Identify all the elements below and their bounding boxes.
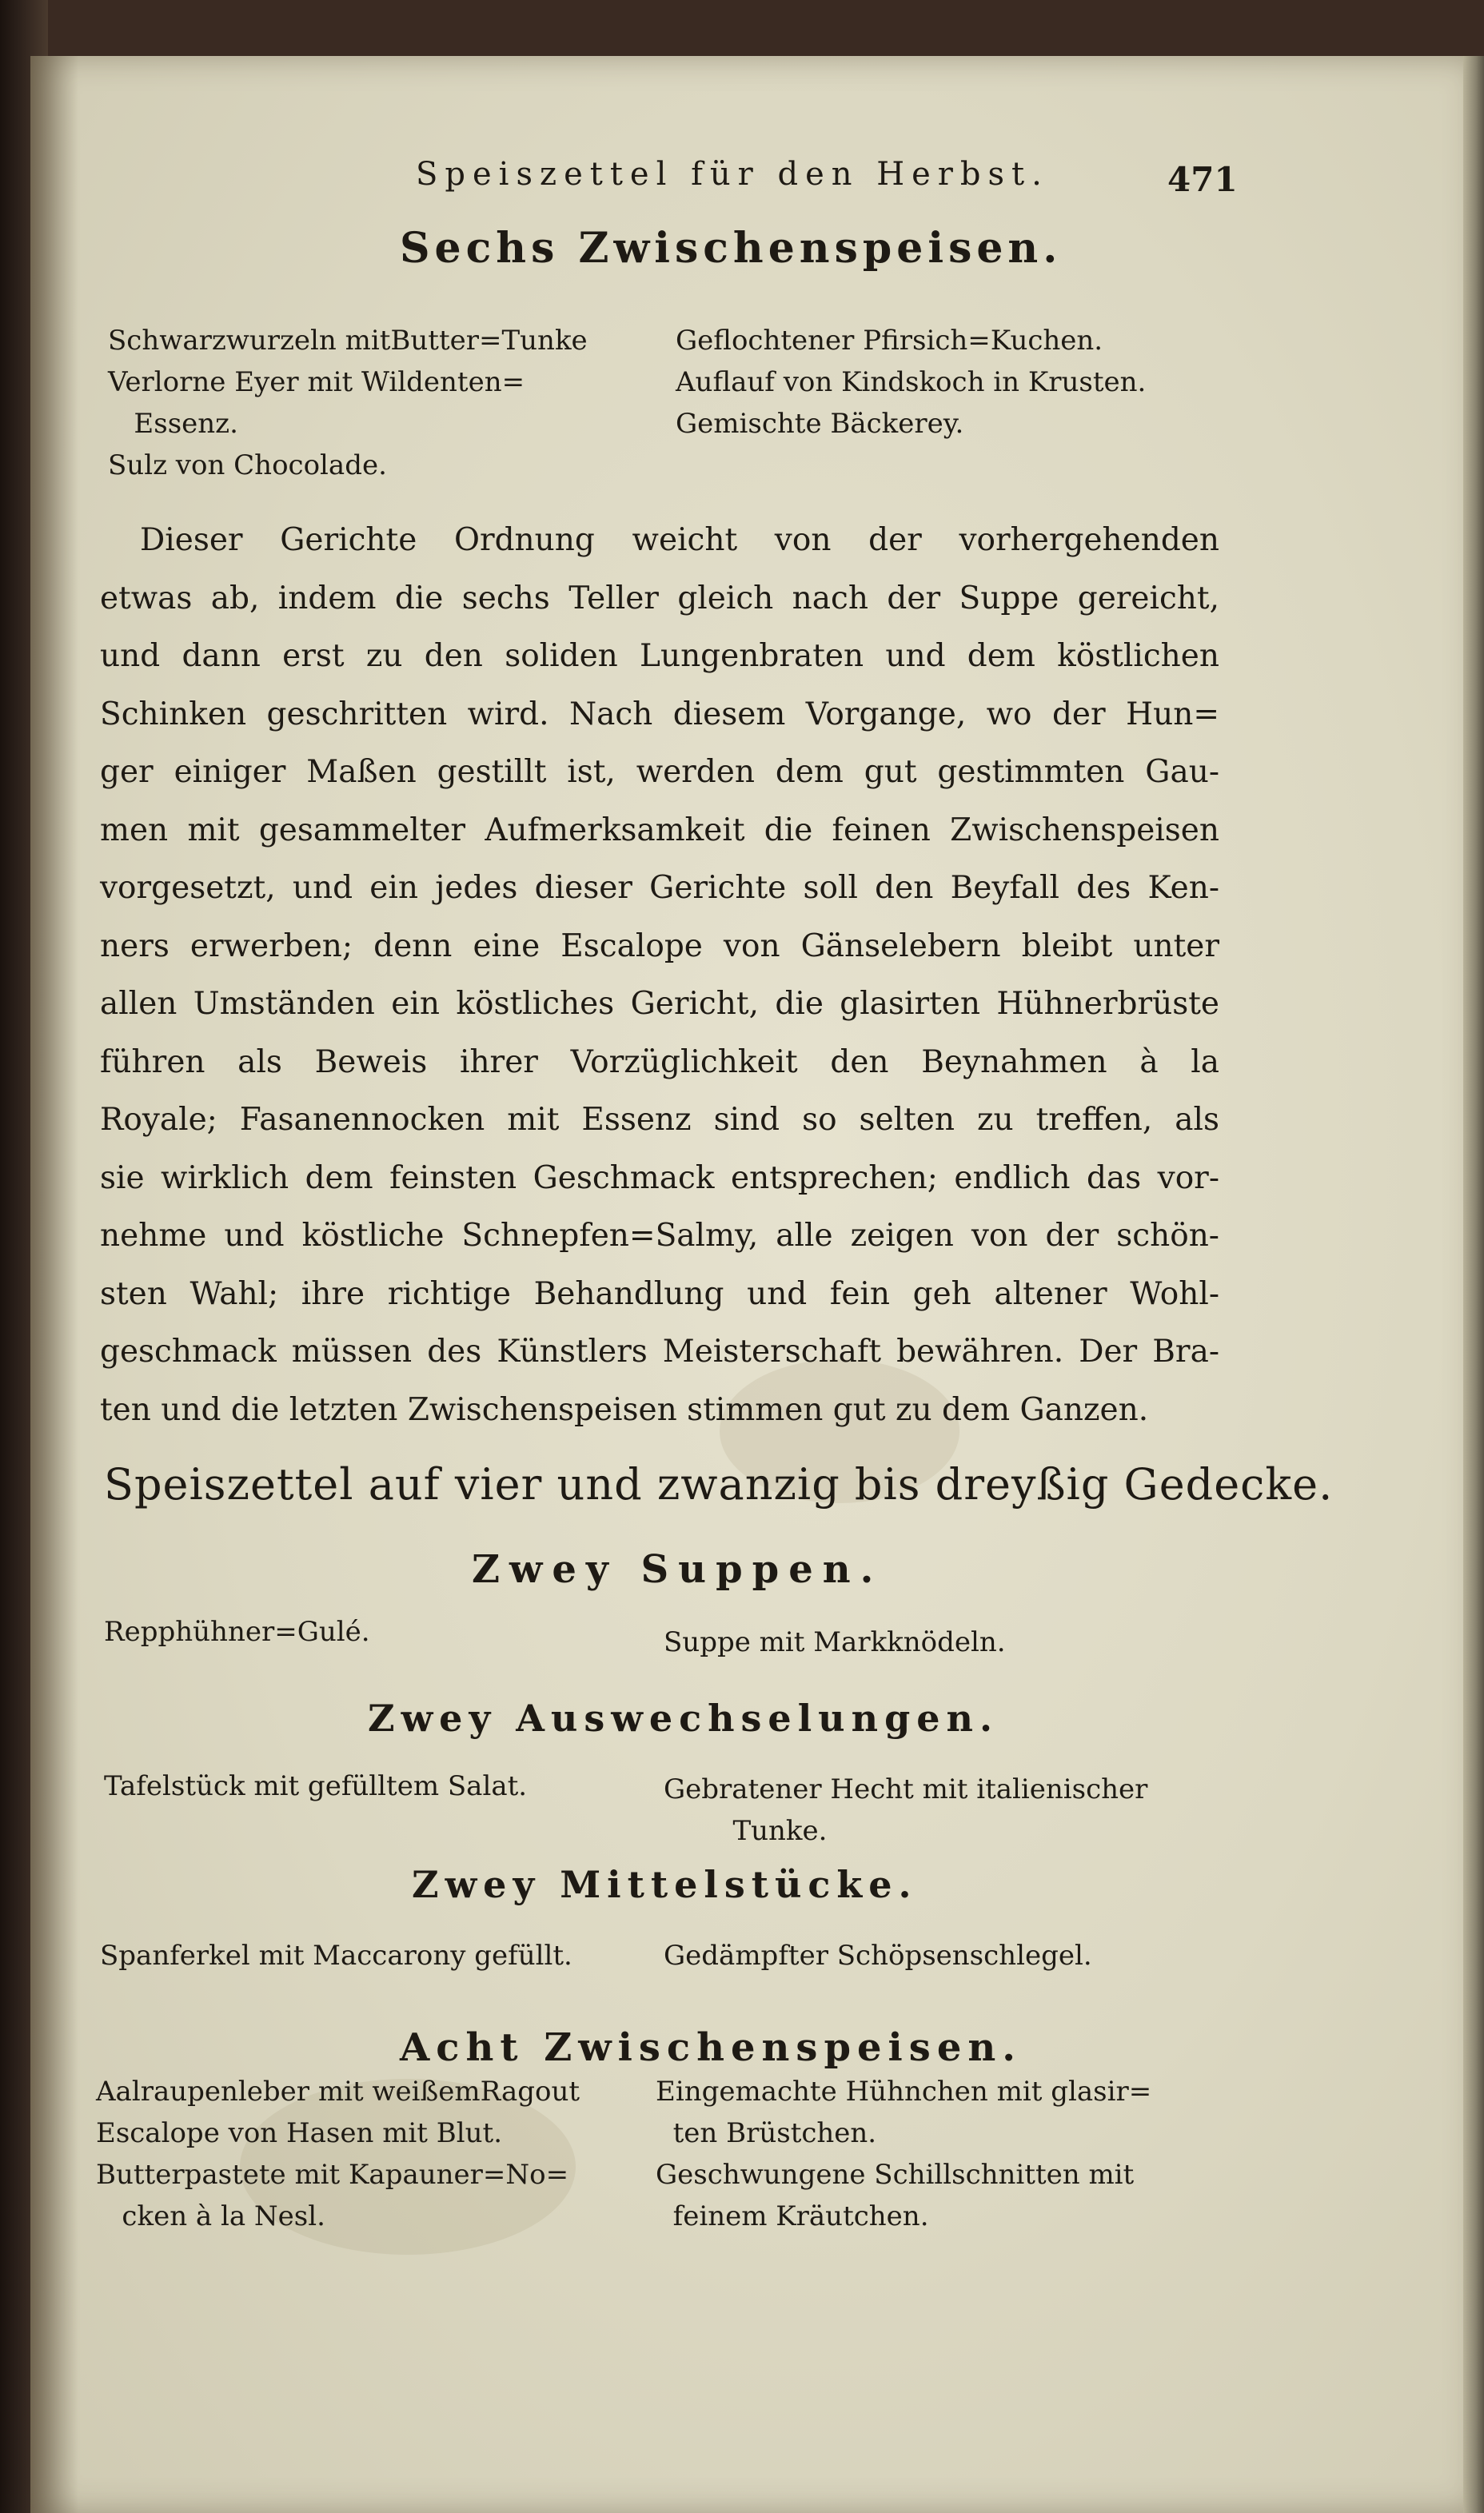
page-number: 471 bbox=[1167, 160, 1238, 199]
centerpieces-right-column bbox=[664, 1935, 1092, 1976]
menu-item: ten Brüstchen. bbox=[656, 2117, 877, 2149]
menu-item: Gebratener Hecht mit italienischer bbox=[664, 1773, 1148, 1805]
body-line: Royale; Fasanennocken mit Essenz sind so selten zu treffen, als bbox=[100, 1102, 1219, 1138]
body-line: sie wirklich dem feinsten Geschmack entsprechen; endlich das vor- bbox=[100, 1159, 1219, 1196]
running-head: Speiszettel für den Herbst. bbox=[416, 156, 1049, 193]
body-line: sten Wahl; ihre richtige Behandlung und fein geh altener Wohl- bbox=[100, 1275, 1219, 1312]
menu-item: Auflauf von Kindskoch in Krusten. bbox=[676, 366, 1147, 398]
menu-item: Butterpastete mit Kapauner=No= bbox=[96, 2159, 569, 2191]
menu-item: Tafelstück mit gefülltem Salat. bbox=[104, 1770, 528, 1802]
heading-two-changes: Zwey Auswechselungen. bbox=[368, 1697, 999, 1740]
body-line: ten und die letzten Zwischenspeisen stimmen gut zu dem Ganzen. bbox=[100, 1391, 1149, 1428]
heading-two-soups: Zwey Suppen. bbox=[472, 1547, 884, 1592]
body-line: men mit gesammelter Aufmerksamkeit die feinen Zwischenspeisen bbox=[100, 812, 1219, 848]
page-gutter-shadow bbox=[30, 56, 78, 2513]
menu-item: Sulz von Chocolade. bbox=[108, 449, 387, 481]
heading-eight-entremets: Acht Zwischenspeisen. bbox=[400, 2025, 1022, 2070]
body-line: ners erwerben; denn eine Escalope von Gänselebern bleibt unter bbox=[100, 927, 1219, 964]
menu-item: Essenz. bbox=[108, 408, 238, 440]
menu-item: Verlorne Eyer mit Wildenten= bbox=[108, 366, 525, 398]
body-paragraph bbox=[100, 512, 1219, 1439]
soups-right-column bbox=[664, 1621, 1006, 1663]
menu-item: cken à la Nesl. bbox=[96, 2200, 325, 2232]
soups-left-column bbox=[104, 1611, 370, 1653]
heading-two-centerpieces: Zwey Mittelstücke. bbox=[412, 1863, 918, 1906]
menu-item: feinem Kräutchen. bbox=[656, 2200, 929, 2232]
menu-item: Suppe mit Markknödeln. bbox=[664, 1626, 1006, 1658]
changes-right-column bbox=[664, 1769, 1147, 1852]
body-line: etwas ab, indem die sechs Teller gleich nach der Suppe gereicht, bbox=[100, 580, 1219, 616]
entremets8-right-column bbox=[656, 2071, 1151, 2237]
body-line: geschmack müssen des Künstlers Meisterschaft bewähren. Der Bra- bbox=[100, 1334, 1219, 1370]
menu-item: Geflochtener Pfirsich=Kuchen. bbox=[676, 325, 1103, 357]
centerpieces-left-column bbox=[100, 1935, 572, 1976]
menu1-right-column bbox=[676, 320, 1146, 445]
body-line: vorgesetzt, und ein jedes dieser Gerichte soll den Beyfall des Ken- bbox=[100, 870, 1219, 906]
menu-item: Eingemachte Hühnchen mit glasir= bbox=[656, 2076, 1152, 2108]
menu-item: Schwarzwurzeln mitButter=Tunke bbox=[108, 325, 588, 357]
body-line: führen als Beweis ihrer Vorzüglichkeit den Beynahmen à la bbox=[100, 1043, 1219, 1080]
menu-item: Spanferkel mit Maccarony gefüllt. bbox=[100, 1940, 572, 1972]
menu-item: Repphühner=Gulé. bbox=[104, 1616, 370, 1648]
body-line: Schinken geschritten wird. Nach diesem Vorgange, wo der Hun= bbox=[100, 696, 1219, 732]
body-line: und dann erst zu den soliden Lungenbraten und dem köstlichen bbox=[100, 638, 1219, 674]
body-line: nehme und köstliche Schnepfen=Salmy, alle zeigen von der schön- bbox=[100, 1218, 1219, 1254]
menu-item: Gedämpfter Schöpsenschlegel. bbox=[664, 1940, 1092, 1972]
menu-item: Geschwungene Schillschnitten mit bbox=[656, 2159, 1135, 2191]
body-line: Dieser Gerichte Ordnung weicht von der vorhergehenden bbox=[140, 522, 1219, 558]
body-line: ger einiger Maßen gestillt ist, werden dem gut gestimmten Gau- bbox=[100, 754, 1219, 790]
menu-item: Gemischte Bäckerey. bbox=[676, 408, 964, 440]
menu-item: Aalraupenleber mit weißemRagout bbox=[96, 2076, 580, 2108]
menu1-left-column bbox=[108, 320, 588, 486]
heading-menu-24-30: Speiszettel auf vier und zwanzig bis dreyßig Gedecke. bbox=[104, 1459, 1334, 1510]
menu-item: Escalope von Hasen mit Blut. bbox=[96, 2117, 503, 2149]
changes-left-column bbox=[104, 1765, 527, 1807]
body-line: allen Umständen ein köstliches Gericht, die glasirten Hühnerbrüste bbox=[100, 986, 1219, 1022]
heading-six-entremets: Sechs Zwischenspeisen. bbox=[400, 224, 1063, 273]
entremets8-left-column bbox=[96, 2071, 580, 2237]
menu-item: Tunke. bbox=[664, 1815, 828, 1847]
page-edge bbox=[1463, 56, 1484, 2513]
